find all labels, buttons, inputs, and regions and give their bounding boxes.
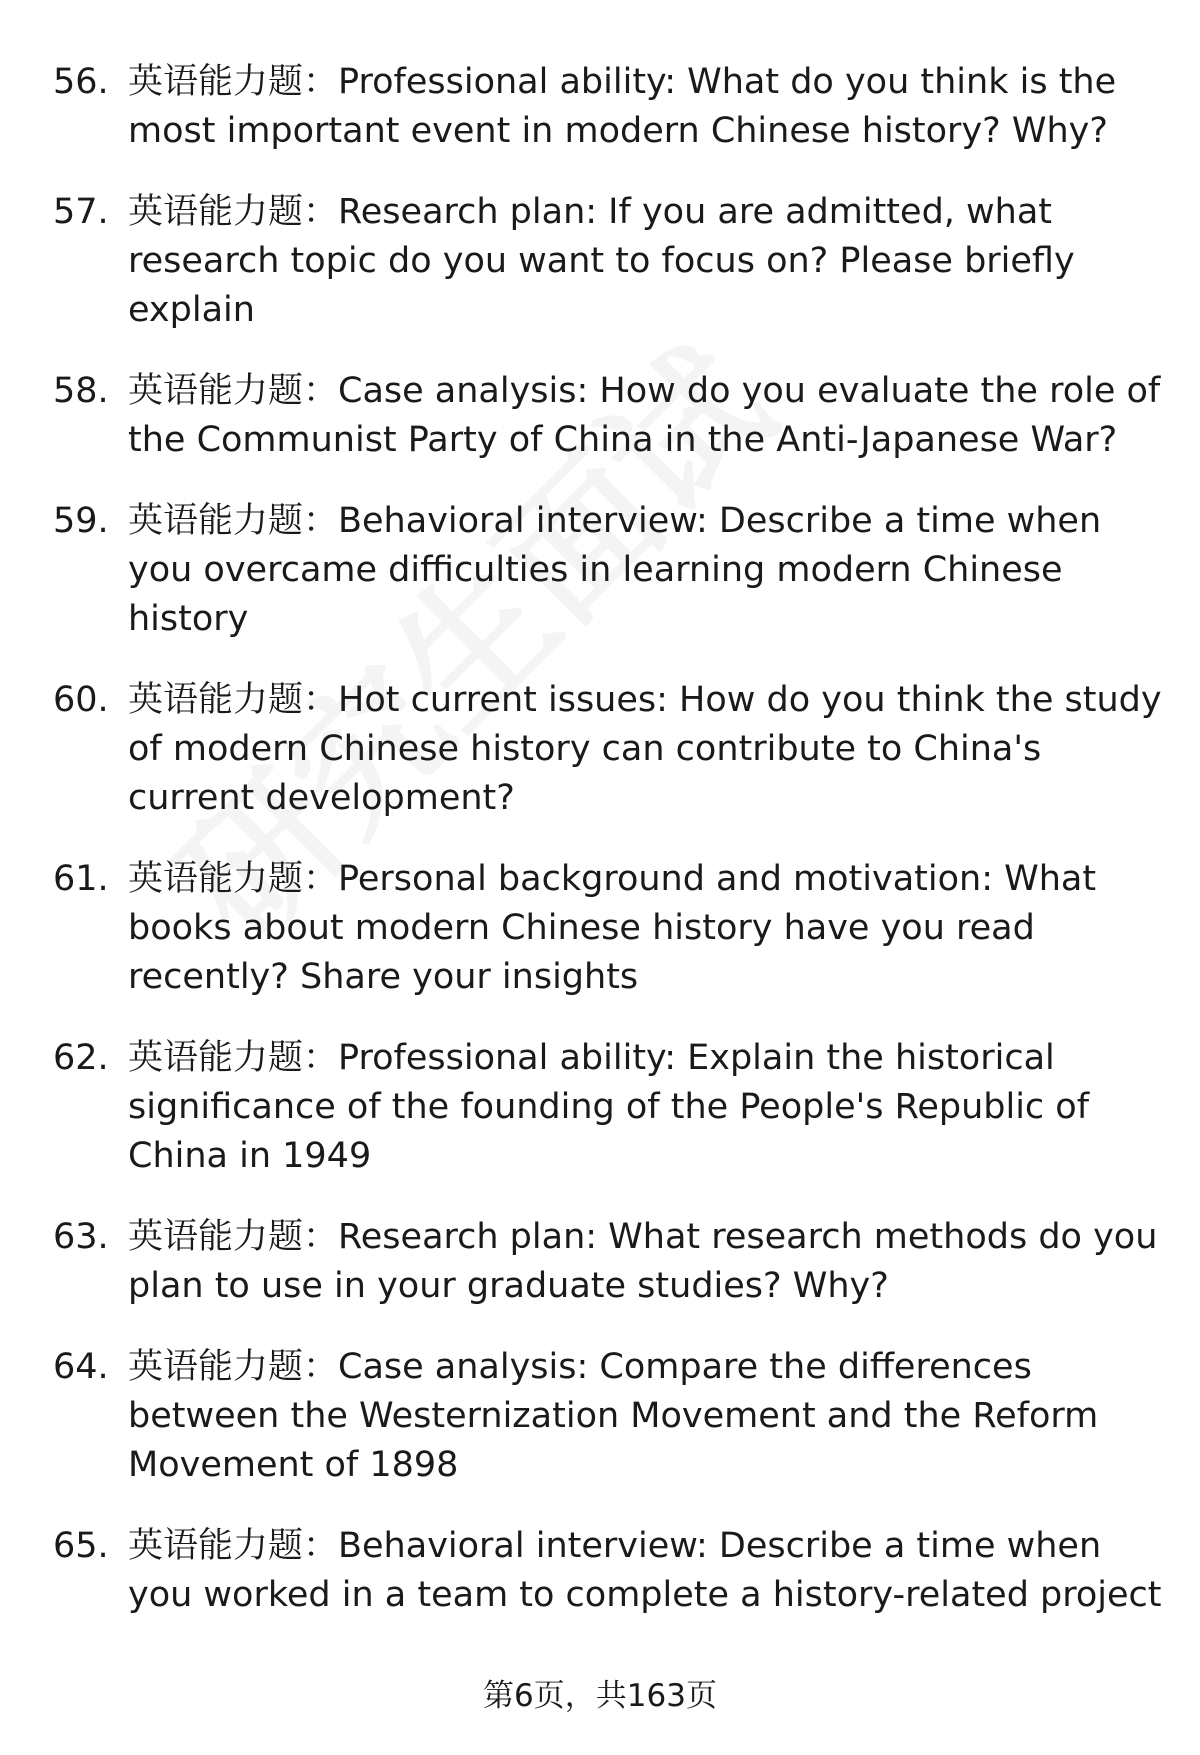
question-category: 英语能力题： (128, 1347, 339, 1387)
question-number: 64. (53, 1347, 109, 1387)
question-text: Personal background and motivation: What books about modern Chinese history have you read recently? Share your insights (128, 859, 1097, 997)
question-text: Case analysis: How do you evaluate the role of the Communist Party of China in the Anti-Japanese War? (128, 371, 1161, 460)
question-text: Research plan: If you are admitted, what research topic do you want to focus on? Please briefly explain (128, 192, 1075, 330)
question-category: 英语能力题： (128, 1526, 339, 1566)
question-category: 英语能力题： (128, 371, 339, 411)
question-body (128, 855, 1173, 1002)
question-category: 英语能力题： (128, 680, 339, 720)
question-category: 英语能力题： (128, 859, 339, 899)
question-text: Research plan: What research methods do you plan to use in your graduate studies? Why? (128, 1217, 1158, 1306)
question-number: 59. (53, 501, 109, 541)
question-item (53, 367, 1173, 465)
question-body (128, 58, 1173, 156)
question-number: 56. (53, 62, 109, 102)
question-text: Behavioral interview: Describe a time when you overcame difficulties in learning modern Chinese history (128, 501, 1102, 639)
question-number: 60. (53, 680, 109, 720)
question-item (53, 855, 1173, 1002)
question-number: 58. (53, 371, 109, 411)
question-number: 57. (53, 192, 109, 232)
question-text: Hot current issues: How do you think the study of modern Chinese history can contribute to China's current development? (128, 680, 1162, 818)
page-footer: 第6页，共163页 (483, 1678, 717, 1714)
question-text: Case analysis: Compare the differences between the Westernization Movement and the Reform Movement of 1898 (128, 1347, 1099, 1485)
question-item (53, 1213, 1173, 1311)
question-item (53, 58, 1173, 156)
question-body (128, 1034, 1173, 1181)
question-number: 63. (53, 1217, 109, 1257)
question-body (128, 1522, 1173, 1620)
question-number: 65. (53, 1526, 109, 1566)
question-category: 英语能力题： (128, 1217, 339, 1257)
question-body (128, 497, 1173, 644)
question-category: 英语能力题： (128, 1038, 339, 1078)
question-number: 61. (53, 859, 109, 899)
question-item (53, 1034, 1173, 1181)
question-item (53, 1522, 1173, 1620)
question-item (53, 676, 1173, 823)
question-body (128, 1343, 1173, 1490)
question-body (128, 188, 1173, 335)
question-text: Behavioral interview: Describe a time when you worked in a team to complete a history-related project (128, 1526, 1162, 1615)
question-text: Professional ability: What do you think is the most important event in modern Chinese history? Why? (128, 62, 1117, 151)
question-number: 62. (53, 1038, 109, 1078)
question-item (53, 188, 1173, 335)
question-body (128, 367, 1173, 465)
question-category: 英语能力题： (128, 62, 339, 102)
question-item (53, 497, 1173, 644)
question-body (128, 1213, 1173, 1311)
question-text: Professional ability: Explain the historical significance of the founding of the People's Republic of China in 1949 (128, 1038, 1090, 1176)
question-item (53, 1343, 1173, 1490)
question-category: 英语能力题： (128, 192, 339, 232)
question-category: 英语能力题： (128, 501, 339, 541)
question-body (128, 676, 1173, 823)
question-list (53, 58, 1173, 1652)
